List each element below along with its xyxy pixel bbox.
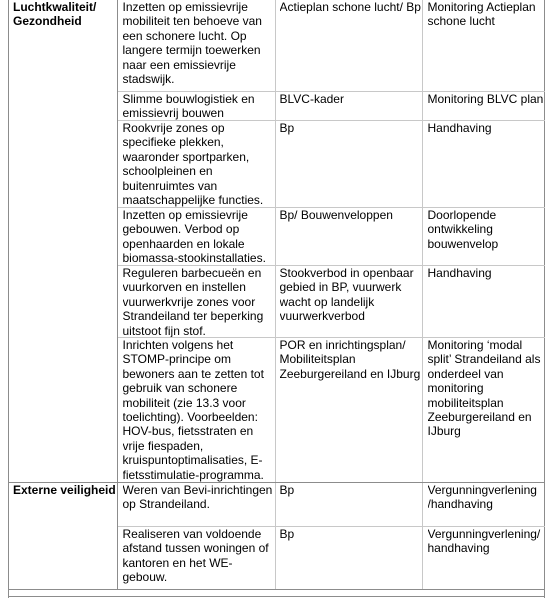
category-cell <box>13 527 117 589</box>
document-table-view <box>8 0 545 600</box>
instrument-cell: Bp/ Bouwenveloppen <box>279 208 393 222</box>
monitoring-cell: Handhaving <box>427 266 492 280</box>
instrument-cell: Bp <box>279 527 295 541</box>
measures-table <box>8 0 545 590</box>
category-cell: Luchtkwaliteit/ Gezondheid <box>13 0 97 29</box>
instrument-cell: Stookverbod in openbaar gebied in BP, vuurwerk wacht op landelijk vuurwerkverbod <box>279 266 414 324</box>
monitoring-cell: Vergunningverlening/ handhaving <box>427 527 541 556</box>
monitoring-cell: Doorlopende ontwikkeling bouwenvelop <box>427 208 499 251</box>
table-row <box>8 338 545 483</box>
instrument-cell: Actieplan schone lucht/ Bp <box>279 0 421 14</box>
category-cell <box>13 92 117 120</box>
measure-cell: Reguleren barbecueën en vuurkorven en instellen vuurwerkvrije zones voor Strandeiland ter beperking uitstoot fijn stof. <box>122 266 264 337</box>
table-row <box>8 121 545 208</box>
table-row <box>8 92 545 121</box>
table-row <box>8 483 545 527</box>
measure-cell: Inzetten op emissievrije gebouwen. Verbod op openhaarden en lokale biomassa-stookinstallaties. <box>122 208 266 265</box>
instrument-cell: BLVC-kader <box>279 92 344 106</box>
monitoring-cell: Monitoring BLVC plan <box>427 92 544 106</box>
table-bottom-border <box>8 596 545 597</box>
instrument-cell: Bp <box>279 483 295 497</box>
instrument-cell: POR en inrichtingsplan/ Mobiliteitsplan Zeeburgereiland en IJburg <box>279 338 421 381</box>
category-cell <box>13 208 117 265</box>
table-row <box>8 0 545 92</box>
measure-cell: Slimme bouwlogistiek en emissievrij bouwen <box>122 92 255 120</box>
measure-cell: Realiseren van voldoende afstand tussen woningen of kantoren en het WE-gebouw. <box>122 527 269 585</box>
monitoring-cell: Monitoring Actieplan schone lucht <box>427 0 536 29</box>
measure-cell: Rookvrije zones op specifieke plekken, waaronder sportparken, schoolpleinen en buitenruimtes van maatschappelijke functies. <box>122 121 264 207</box>
table-row <box>8 208 545 266</box>
monitoring-cell: Vergunningverlening /handhaving <box>427 483 537 512</box>
table-row <box>8 266 545 338</box>
category-cell <box>13 338 117 482</box>
instrument-cell: Bp <box>279 121 295 135</box>
category-cell <box>13 121 117 207</box>
measure-cell: Inrichten volgens het STOMP-principe om bewoners aan te zetten tot gebruik van schonere mobiliteit (zie 13.3 voor toelichting). Voorbeelden: HOV-bus, fietsstraten en vrije fiespaden, kruispuntoptimalisaties, E-fietsstimulatie-programma. <box>122 338 264 482</box>
table-row <box>8 527 545 590</box>
monitoring-cell: Monitoring ‘modal split’ Strandeiland als onderdeel van monitoring mobiliteitsplan Zeeburgereiland en IJburg <box>427 338 541 439</box>
measure-cell: Weren van Bevi-inrichtingen op Strandeiland. <box>122 483 273 512</box>
monitoring-cell: Handhaving <box>427 121 492 135</box>
category-cell: Externe veiligheid <box>13 483 116 497</box>
measure-cell: Inzetten op emissievrije mobiliteit ten behoeve van een schonere lucht. Op langere termijn toewerken naar een emissievrije stadswijk. <box>122 0 262 87</box>
category-cell <box>13 266 117 337</box>
